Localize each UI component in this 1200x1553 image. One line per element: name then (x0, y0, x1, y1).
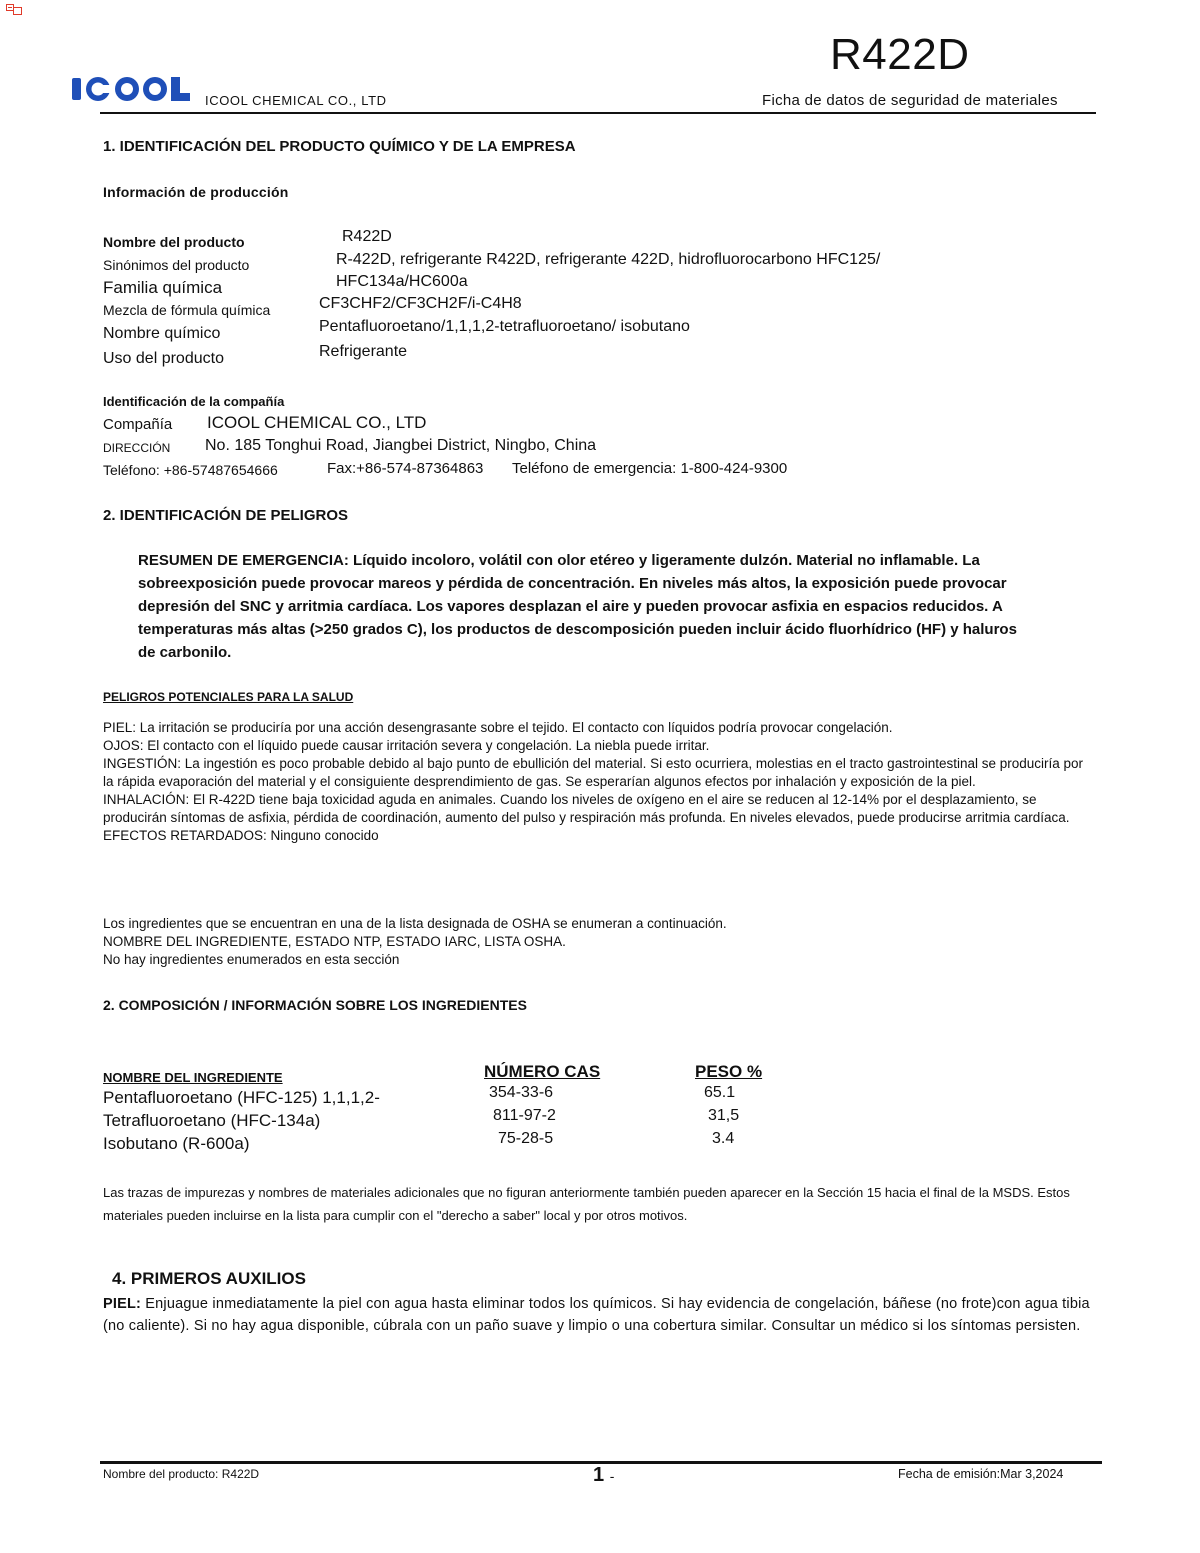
ingredient-name: Isobutano (R-600a) (103, 1134, 250, 1153)
company-fax: Fax:+86-574-87364863 (327, 460, 484, 477)
page-number (593, 1464, 614, 1487)
col-header-ingredient: NOMBRE DEL INGREDIENTE (103, 1070, 283, 1085)
hazard-delayed: EFECTOS RETARDADOS: Ninguno conocido (103, 828, 379, 843)
health-hazards-title: PELIGROS POTENCIALES PARA LA SALUD (103, 690, 354, 704)
emergency-phone: Teléfono de emergencia: 1-800-424-9300 (512, 460, 788, 477)
col-header-weight: PESO % (695, 1062, 763, 1081)
hazard-ingestion: INGESTIÓN: La ingestión es poco probable debido al bajo punto de ebullición del material. Si esto ocurriera, molestias en el tracto gastrointestinal se produciría por la rápida evaporación del material y el consiguiente desprendimiento de gas. Se esperarían algunos efectos por inhalación y exposición de la piel. (103, 756, 1084, 789)
health-hazards-list (103, 719, 1093, 845)
label-chemical-family: Familia química (103, 278, 223, 297)
trace-impurities-note: Las trazas de impurezas y nombres de materiales adicionales que no figuran anteriormente también pueden aparecer en la Sección 15 hacia el final de la MSDS. Estos materiales pueden incluirse en la lista para cumplir con el "derecho a saber" local y por otros motivos. (103, 1185, 1070, 1223)
company-id-title: Identificación de la compañía (103, 394, 285, 409)
value-formula: CF3CHF2/CF3CH2F/i-C4H8 (319, 295, 522, 312)
value-synonyms-cont: HFC134a/HC600a (336, 273, 468, 290)
section-4-title: 4. PRIMEROS AUXILIOS (112, 1269, 306, 1288)
document-kind: Ficha de datos de seguridad de materiales (762, 92, 1058, 109)
section-1-title: 1. IDENTIFICACIÓN DEL PRODUCTO QUÍMICO Y DE LA EMPRESA (103, 138, 576, 155)
ingredient-weight: 65.1 (704, 1084, 736, 1101)
col-header-cas: NÚMERO CAS (484, 1062, 601, 1081)
label-address: DIRECCIÓN (103, 441, 171, 455)
pdf-link-icon[interactable] (6, 4, 22, 15)
label-product-name: Nombre del producto (103, 234, 245, 250)
icool-logo (72, 72, 190, 106)
emergency-summary (138, 549, 1038, 664)
ingredient-cas: 75-28-5 (498, 1130, 554, 1147)
ingredient-name: Tetrafluoroetano (HFC-134a) (103, 1111, 321, 1130)
value-synonyms: R-422D, refrigerante R422D, refrigerante 422D, hidrofluorocarbono HFC125/ (336, 251, 881, 268)
footer-issue-date: Fecha de emisión:Mar 3,2024 (898, 1467, 1064, 1481)
ingredient-name: Pentafluoroetano (HFC-125) 1,1,1,2- (103, 1088, 380, 1107)
value-product-name: R422D (342, 228, 392, 245)
value-chemical-name: Pentafluoroetano/1,1,1,2-tetrafluoroetano/ isobutano (319, 318, 690, 335)
production-info-subtitle: Información de producción (103, 184, 289, 200)
label-chemical-name: Nombre químico (103, 325, 221, 342)
label-company: Compañía (103, 416, 173, 433)
ingredient-cas: 354-33-6 (489, 1084, 554, 1101)
hazard-inhalation: INHALACIÓN: El R-422D tiene baja toxicidad aguda en animales. Cuando los niveles de oxígeno en el aire se reducen al 12-14% por el desplazamiento, se producirán síntomas de asfixia, pérdida de coordinación, aumento del pulso y respiración más profunda. En niveles elevados, puede producirse arritmia cardíaca. (103, 792, 1070, 825)
osha-block (103, 915, 1093, 969)
osha-line: Los ingredientes que se encuentran en una de la lista designada de OSHA se enumeran a continuación. (103, 916, 727, 931)
page-number-value: 1 (593, 1464, 605, 1486)
company-phone: Teléfono: +86-57487654666 (103, 462, 278, 478)
value-product-use: Refrigerante (319, 343, 408, 360)
emergency-summary-text: Líquido incoloro, volátil con olor etéreo y ligeramente dulzón. Material no inflamable. La sobreexposición puede provocar mareos y pérdida de concentración. En niveles más altos, la exposición puede provocar depresión del SNC y arritmia cardíaca. Los vapores desplazan el aire y pueden provocar asfixia en espacios reducidos. A temperaturas más altas (>250 grados C), los productos de descomposición pueden incluir ácido fluorhídrico (HF) y haluros de carbonilo. (138, 552, 1017, 661)
first-aid-skin (103, 1293, 1093, 1337)
label-formula: Mezcla de fórmula química (103, 302, 271, 318)
ingredient-weight: 31,5 (708, 1107, 740, 1124)
product-code-title: R422D (830, 30, 970, 79)
footer-product: Nombre del producto: R422D (103, 1467, 260, 1481)
osha-line: No hay ingredientes enumerados en esta sección (103, 952, 400, 967)
ingredient-weight: 3.4 (712, 1130, 735, 1147)
emergency-summary-label: RESUMEN DE EMERGENCIA: (138, 552, 349, 569)
section-3-title: 2. COMPOSICIÓN / INFORMACIÓN SOBRE LOS INGREDIENTES (103, 997, 527, 1013)
header-divider (100, 112, 1096, 114)
label-synonyms: Sinónimos del producto (103, 257, 250, 273)
hazard-eyes: OJOS: El contacto con el líquido puede causar irritación severa y congelación. La niebla puede irritar. (103, 738, 710, 753)
page-number-suffix: - (609, 1468, 615, 1484)
osha-line: NOMBRE DEL INGREDIENTE, ESTADO NTP, ESTADO IARC, LISTA OSHA. (103, 934, 566, 949)
ingredient-cas: 811-97-2 (493, 1107, 556, 1124)
section-2-title: 2. IDENTIFICACIÓN DE PELIGROS (103, 507, 349, 524)
value-address: No. 185 Tonghui Road, Jiangbei District, Ningbo, China (205, 437, 597, 454)
company-name-header: ICOOL CHEMICAL CO., LTD (205, 93, 387, 108)
label-product-use: Uso del producto (103, 350, 224, 367)
first-aid-skin-label: PIEL: (103, 1296, 142, 1312)
hazard-skin: PIEL: La irritación se produciría por una acción desengrasante sobre el tejido. El contacto con líquidos podría provocar congelación. (103, 720, 893, 735)
first-aid-skin-text: Enjuague inmediatamente la piel con agua hasta eliminar todos los químicos. Si hay evidencia de congelación, báñese (no frote)con agua tibia (no caliente). Si no hay agua disponible, cúbrala con un paño suave y limpio o una cobertura similar. Consultar un médico si los síntomas persisten. (103, 1296, 1090, 1334)
value-company: ICOOL CHEMICAL CO., LTD (207, 413, 427, 432)
